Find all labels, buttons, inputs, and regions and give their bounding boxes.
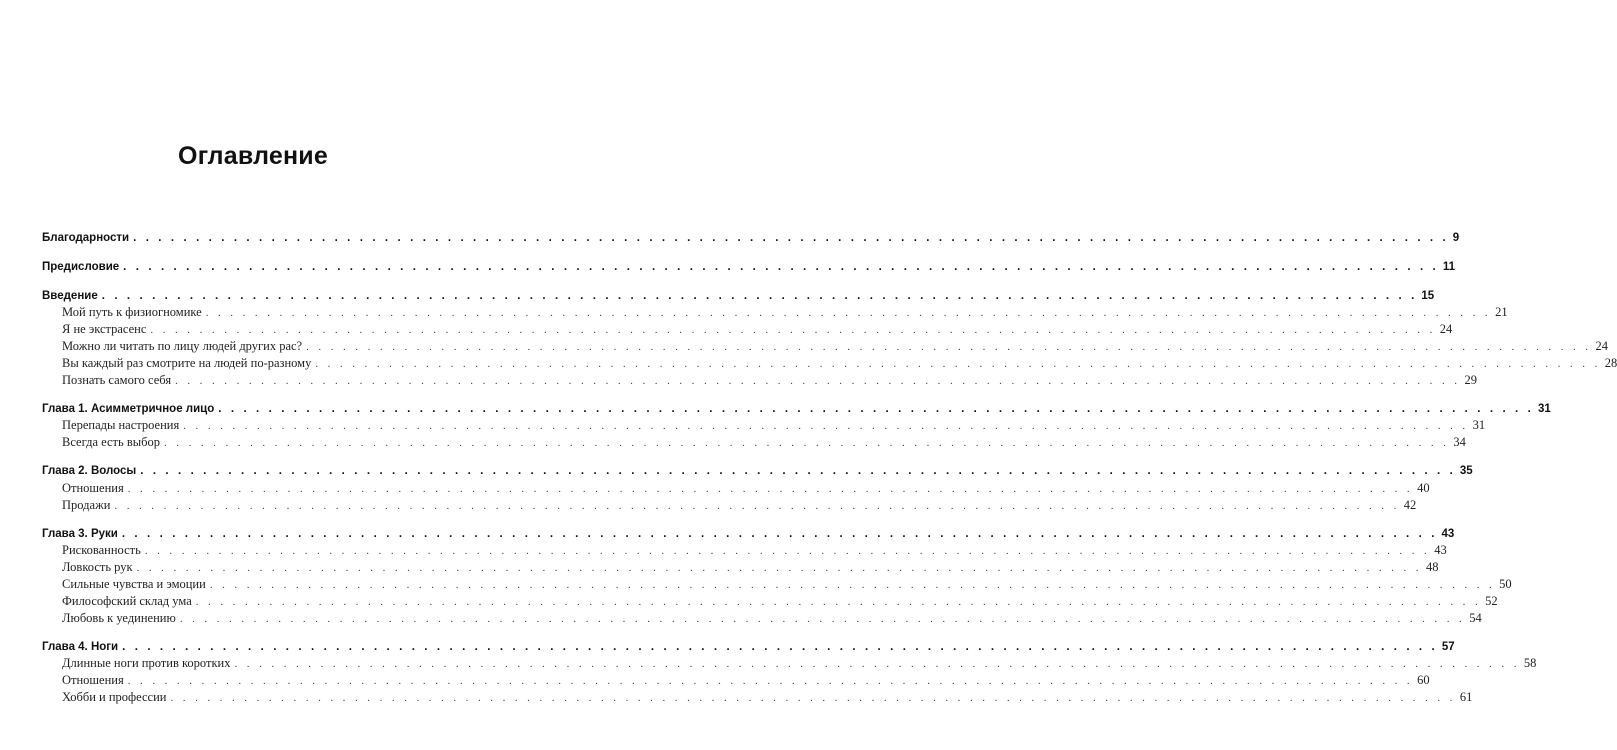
toc-page-number: 43 (1441, 528, 1455, 540)
toc-section-entry[interactable] (62, 655, 1537, 671)
toc-dot-leader: . . . . . . . . . . . . . . . . . . . . . . . . . . . . . . . . . . . . . . . . . . . . . . . . . . . . . . . . . . . . . . . . . . . . . . . . . . . . . . . . . . . . . . . . . . . . . . . . . . . . . . . . . (150, 324, 1436, 336)
toc-entry-title: Хобби и профессии (62, 690, 167, 704)
toc-page-number: 48 (1425, 560, 1439, 574)
toc-page-number: 28 (1604, 356, 1617, 370)
toc-section-entry[interactable] (62, 304, 1508, 320)
toc-entry-title: Рискованность (62, 543, 141, 557)
toc-section-entry[interactable] (62, 434, 1466, 450)
toc-chapter-entry[interactable] (42, 259, 1456, 275)
toc-dot-leader: . . . . . . . . . . . . . . . . . . . . . . . . . . . . . . . . . . . . . . . . . . . . . . . . . . . . . . . . . . . . . . . . . . . . . . . . . . . . . . . . . . . . . . . . . . . . . . . . . . . . . . . . . (122, 641, 1438, 653)
toc-page-number: 24 (1439, 322, 1453, 336)
toc-page-number: 24 (1595, 339, 1608, 353)
toc-entry-title: Философский склад ума (62, 594, 192, 608)
toc-entry-title: Благодарности (42, 232, 130, 244)
toc-entry-title: Длинные ноги против коротких (62, 656, 231, 670)
toc-entry-title: Глава 1. Асимметричное лицо (42, 403, 215, 415)
toc-section-entry[interactable] (62, 417, 1486, 433)
toc-page-number: 11 (1442, 261, 1456, 273)
toc-dot-leader: . . . . . . . . . . . . . . . . . . . . . . . . . . . . . . . . . . . . . . . . . . . . . . . . . . . . . . . . . . . . . . . . . . . . . . . . . . . . . . . . . . . . . . . . . . . . . . . . . . . . . . . . . (234, 658, 1520, 670)
toc-section-entry[interactable] (62, 576, 1512, 592)
toc-dot-leader: . . . . . . . . . . . . . . . . . . . . . . . . . . . . . . . . . . . . . . . . . . . . . . . . . . . . . . . . . . . . . . . . . . . . . . . . . . . . . . . . . . . . . . . . . . . . . . . . . . . . . . . . . (306, 341, 1592, 353)
toc-entry-title: Продажи (62, 498, 111, 512)
page-title: Оглавление (178, 142, 328, 170)
toc-dot-leader: . . . . . . . . . . . . . . . . . . . . . . . . . . . . . . . . . . . . . . . . . . . . . . . . . . . . . . . . . . . . . . . . . . . . . . . . . . . . . . . . . . . . . . . . . . . . . . . . . . . . . . . . . (163, 437, 1450, 449)
toc-entry-title: Предисловие (42, 261, 120, 273)
toc-entry-title: Любовь к уединению (62, 611, 176, 625)
toc-entry-title: Можно ли читать по лицу людей других рас? (62, 339, 303, 353)
toc-entry-title: Ловкость рук (62, 560, 133, 574)
toc-chapter-entry[interactable] (42, 639, 1455, 655)
toc-section-entry[interactable] (62, 559, 1439, 575)
toc-entry-title: Отношения (62, 481, 124, 495)
toc-page-number: 31 (1472, 418, 1486, 432)
toc-section-entry[interactable] (62, 689, 1473, 705)
toc-page-number: 31 (1537, 403, 1551, 415)
toc-dot-leader: . . . . . . . . . . . . . . . . . . . . . . . . . . . . . . . . . . . . . . . . . . . . . . . . . . . . . . . . . . . . . . . . . . . . . . . . . . . . . . . . . . . . . . . . . . . . . . . . . . . . . . . . . (144, 545, 1431, 557)
toc-dot-leader: . . . . . . . . . . . . . . . . . . . . . . . . . . . . . . . . . . . . . . . . . . . . . . . . . . . . . . . . . . . . . . . . . . . . . . . . . . . . . . . . . . . . . . . . . . . . . . . . . . . . . . . . . (133, 232, 1449, 244)
toc-chapter-entry[interactable] (42, 288, 1435, 304)
toc-section-entry[interactable] (62, 542, 1447, 558)
toc-section-entry[interactable] (62, 338, 1608, 354)
toc-dot-leader: . . . . . . . . . . . . . . . . . . . . . . . . . . . . . . . . . . . . . . . . . . . . . . . . . . . . . . . . . . . . . . . . . . . . . . . . . . . . . . . . . . . . . . . . . . . . . . . . . . . . . . . . . (123, 261, 1439, 273)
toc-page-number: 57 (1441, 641, 1455, 653)
toc-page-number: 35 (1459, 465, 1473, 477)
toc-page-number: 21 (1495, 305, 1508, 319)
toc-dot-leader: . . . . . . . . . . . . . . . . . . . . . . . . . . . . . . . . . . . . . . . . . . . . . . . . . . . . . . . . . . . . . . . . . . . . . . . . . . . . . . . . . . . . . . . . . . . . . . . . . . . . . . . . . (114, 500, 1400, 512)
toc-entry-title: Перепады настроения (62, 418, 180, 432)
toc-page-number: 52 (1485, 594, 1498, 608)
toc-entry-title: Глава 3. Руки (42, 528, 118, 540)
toc-entry-title: Мой путь к физиогномике (62, 305, 202, 319)
toc-page-number: 50 (1499, 577, 1512, 591)
toc-page-number: 34 (1453, 435, 1466, 449)
toc-dot-leader: . . . . . . . . . . . . . . . . . . . . . . . . . . . . . . . . . . . . . . . . . . . . . . . . . . . . . . . . . . . . . . . . . . . . . . . . . . . . . . . . . . . . . . . . . . . . . . . . . . . . . . . . . (170, 692, 1456, 704)
toc-chapter-entry[interactable] (42, 463, 1473, 479)
toc-section-entry[interactable] (62, 610, 1482, 626)
toc-dot-leader: . . . . . . . . . . . . . . . . . . . . . . . . . . . . . . . . . . . . . . . . . . . . . . . . . . . . . . . . . . . . . . . . . . . . . . . . . . . . . . . . . . . . . . . . . . . . . . . . . . . . . . . . . (315, 358, 1601, 370)
toc-section-entry[interactable] (62, 480, 1430, 496)
toc-dot-leader: . . . . . . . . . . . . . . . . . . . . . . . . . . . . . . . . . . . . . . . . . . . . . . . . . . . . . . . . . . . . . . . . . . . . . . . . . . . . . . . . . . . . . . . . . . . . . . . . . . . . . . . . . (136, 562, 1422, 574)
toc-dot-leader: . . . . . . . . . . . . . . . . . . . . . . . . . . . . . . . . . . . . . . . . . . . . . . . . . . . . . . . . . . . . . . . . . . . . . . . . . . . . . . . . . . . . . . . . . . . . . . . . . . . . . . . . . (121, 528, 1438, 540)
toc-entry-title: Я не экстрасенс (62, 322, 147, 336)
toc-dot-leader: . . . . . . . . . . . . . . . . . . . . . . . . . . . . . . . . . . . . . . . . . . . . . . . . . . . . . . . . . . . . . . . . . . . . . . . . . . . . . . . . . . . . . . . . . . . . . . . . . . . . . . . . . (127, 675, 1414, 687)
toc-page-number: 15 (1421, 290, 1435, 302)
toc-entry-title: Глава 4. Ноги (42, 641, 119, 653)
toc-dot-leader: . . . . . . . . . . . . . . . . . . . . . . . . . . . . . . . . . . . . . . . . . . . . . . . . . . . . . . . . . . . . . . . . . . . . . . . . . . . . . . . . . . . . . . . . . . . . . . . . . . . . . . . . . (179, 613, 1466, 625)
toc-entry-title: Познать самого себя (62, 373, 172, 387)
toc-dot-leader: . . . . . . . . . . . . . . . . . . . . . . . . . . . . . . . . . . . . . . . . . . . . . . . . . . . . . . . . . . . . . . . . . . . . . . . . . . . . . . . . . . . . . . . . . . . . . . . . . . . . . . . . . (183, 420, 1469, 432)
toc-dot-leader: . . . . . . . . . . . . . . . . . . . . . . . . . . . . . . . . . . . . . . . . . . . . . . . . . . . . . . . . . . . . . . . . . . . . . . . . . . . . . . . . . . . . . . . . . . . . . . . . . . . . . . . . . (209, 579, 1496, 591)
toc-dot-leader: . . . . . . . . . . . . . . . . . . . . . . . . . . . . . . . . . . . . . . . . . . . . . . . . . . . . . . . . . . . . . . . . . . . . . . . . . . . . . . . . . . . . . . . . . . . . . . . . . . . . . . . . . (195, 596, 1482, 608)
toc-page-number: 54 (1469, 611, 1482, 625)
toc-section-entry[interactable] (62, 321, 1453, 337)
toc-page-number: 61 (1459, 690, 1473, 704)
toc-dot-leader: . . . . . . . . . . . . . . . . . . . . . . . . . . . . . . . . . . . . . . . . . . . . . . . . . . . . . . . . . . . . . . . . . . . . . . . . . . . . . . . . . . . . . . . . . . . . . . . . . . . . . . . . . (175, 375, 1461, 387)
toc-dot-leader: . . . . . . . . . . . . . . . . . . . . . . . . . . . . . . . . . . . . . . . . . . . . . . . . . . . . . . . . . . . . . . . . . . . . . . . . . . . . . . . . . . . . . . . . . . . . . . . . . . . . . . . . . (140, 465, 1456, 477)
toc-chapter-entry[interactable] (42, 230, 1460, 246)
toc-dot-leader: . . . . . . . . . . . . . . . . . . . . . . . . . . . . . . . . . . . . . . . . . . . . . . . . . . . . . . . . . . . . . . . . . . . . . . . . . . . . . . . . . . . . . . . . . . . . . . . . . . . . . . . . . (101, 290, 1418, 302)
toc-dot-leader: . . . . . . . . . . . . . . . . . . . . . . . . . . . . . . . . . . . . . . . . . . . . . . . . . . . . . . . . . . . . . . . . . . . . . . . . . . . . . . . . . . . . . . . . . . . . . . . . . . . . . . . . . (127, 483, 1414, 495)
toc-page-number: 29 (1464, 373, 1477, 387)
toc-page-number: 60 (1417, 673, 1430, 687)
toc-page-number: 42 (1403, 498, 1417, 512)
toc-chapter-entry[interactable] (42, 526, 1455, 542)
toc-entry-title: Введение (42, 290, 98, 302)
toc-entry-title: Вы каждый раз смотрите на людей по-разному (62, 356, 312, 370)
toc-chapter-entry[interactable] (42, 401, 1551, 417)
toc-section-entry[interactable] (62, 372, 1477, 388)
toc-entry-title: Сильные чувства и эмоции (62, 577, 206, 591)
toc-dot-leader: . . . . . . . . . . . . . . . . . . . . . . . . . . . . . . . . . . . . . . . . . . . . . . . . . . . . . . . . . . . . . . . . . . . . . . . . . . . . . . . . . . . . . . . . . . . . . . . . . . . . . . . . . (218, 403, 1534, 415)
toc-entry-title: Всегда есть выбор (62, 435, 160, 449)
toc-section-entry[interactable] (62, 355, 1617, 371)
toc-page-number: 40 (1417, 481, 1430, 495)
toc-page-number: 43 (1434, 543, 1447, 557)
toc-section-entry[interactable] (62, 497, 1417, 513)
toc-section-entry[interactable] (62, 672, 1430, 688)
toc-dot-leader: . . . . . . . . . . . . . . . . . . . . . . . . . . . . . . . . . . . . . . . . . . . . . . . . . . . . . . . . . . . . . . . . . . . . . . . . . . . . . . . . . . . . . . . . . . . . . . . . . . . . . . . . . (205, 307, 1492, 319)
toc-entry-title: Глава 2. Волосы (42, 465, 137, 477)
toc-page-number: 9 (1452, 232, 1460, 244)
toc-entry-title: Отношения (62, 673, 124, 687)
toc-section-entry[interactable] (62, 593, 1498, 609)
toc-page-number: 58 (1523, 656, 1537, 670)
